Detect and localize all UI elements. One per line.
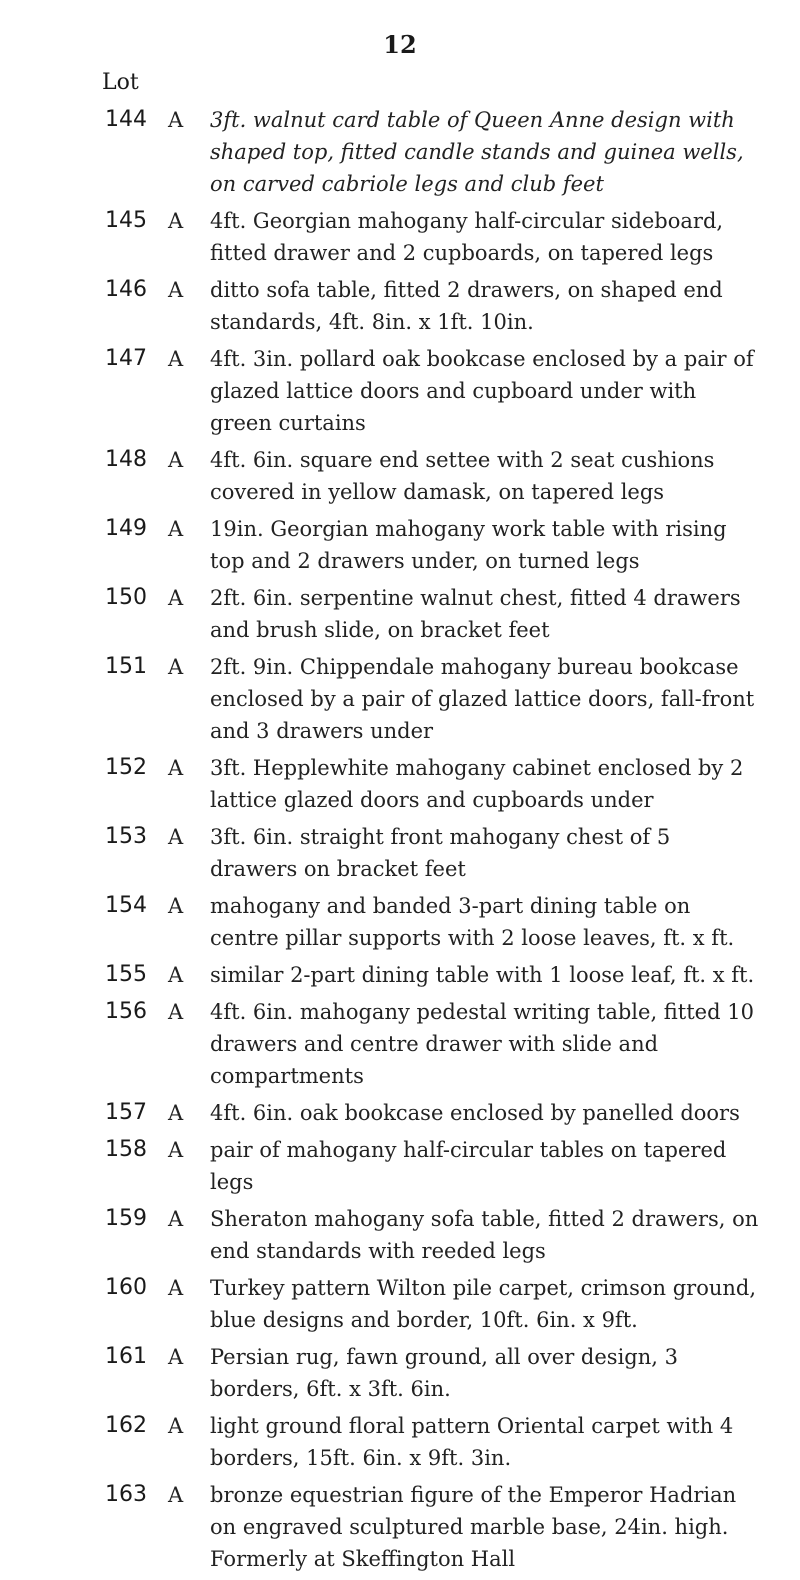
lot-number: 154 xyxy=(105,893,147,918)
lot-description: pair of mahogany half-circular tables on tapered legs xyxy=(210,1138,727,1194)
lot-entry xyxy=(0,821,800,885)
lot-number: 146 xyxy=(105,277,147,302)
lot-number: 152 xyxy=(105,755,147,780)
lot-prefix: A xyxy=(168,1101,184,1125)
lot-entry xyxy=(0,651,800,747)
lot-description: ditto sofa table, fitted 2 drawers, on shaped end standards, 4ft. 8in. x 1ft. 10in. xyxy=(210,278,723,334)
lot-prefix: A xyxy=(168,1414,184,1438)
lot-prefix: A xyxy=(168,655,184,679)
lot-number: 162 xyxy=(105,1413,147,1438)
lot-entry xyxy=(0,996,800,1092)
lot-column-heading: Lot xyxy=(102,70,139,95)
lot-description: 3ft. Hepplewhite mahogany cabinet enclosed by 2 lattice glazed doors and cupboards under xyxy=(210,756,744,812)
lot-number: 153 xyxy=(105,824,147,849)
lot-entry xyxy=(0,513,800,577)
lot-entry xyxy=(0,1341,800,1405)
lot-prefix: A xyxy=(168,894,184,918)
lot-entry xyxy=(0,1134,800,1198)
lot-entry xyxy=(0,1097,800,1129)
lot-description: 2ft. 6in. serpentine walnut chest, fitted 4 drawers and brush slide, on bracket feet xyxy=(210,586,741,642)
lot-prefix: A xyxy=(168,1207,184,1231)
lot-list xyxy=(0,104,800,1580)
lot-prefix: A xyxy=(168,1483,184,1507)
lot-description: 4ft. Georgian mahogany half-circular sideboard, fitted drawer and 2 cupboards, on tapered legs xyxy=(210,209,724,265)
lot-description: 19in. Georgian mahogany work table with rising top and 2 drawers under, on turned legs xyxy=(210,517,727,573)
lot-description: 3ft. walnut card table of Queen Anne design with shaped top, fitted candle stands and guinea wells, on carved cabriole legs and club feet xyxy=(210,108,744,196)
lot-entry xyxy=(0,444,800,508)
lot-number: 155 xyxy=(105,962,147,987)
lot-description: Sheraton mahogany sofa table, fitted 2 drawers, on end standards with reeded legs xyxy=(210,1207,759,1263)
lot-number: 151 xyxy=(105,654,147,679)
page-number: 12 xyxy=(383,30,417,59)
lot-description: 4ft. 6in. square end settee with 2 seat cushions covered in yellow damask, on tapered legs xyxy=(210,448,715,504)
lot-number: 159 xyxy=(105,1206,147,1231)
lot-description: 2ft. 9in. Chippendale mahogany bureau bookcase enclosed by a pair of glazed lattice doors, fall-front and 3 drawers under xyxy=(210,655,755,743)
lot-number: 144 xyxy=(105,107,147,132)
lot-entry xyxy=(0,959,800,991)
lot-entry xyxy=(0,1410,800,1474)
lot-number: 158 xyxy=(105,1137,147,1162)
lot-prefix: A xyxy=(168,278,184,302)
lot-number: 147 xyxy=(105,346,147,371)
lot-prefix: A xyxy=(168,108,184,132)
lot-entry xyxy=(0,343,800,439)
lot-entry xyxy=(0,1479,800,1575)
lot-number: 161 xyxy=(105,1344,147,1369)
lot-prefix: A xyxy=(168,825,184,849)
lot-description: 4ft. 6in. oak bookcase enclosed by panelled doors xyxy=(210,1101,740,1125)
lot-number: 148 xyxy=(105,447,147,472)
lot-prefix: A xyxy=(168,209,184,233)
lot-prefix: A xyxy=(168,1276,184,1300)
lot-prefix: A xyxy=(168,586,184,610)
lot-description: 4ft. 6in. mahogany pedestal writing table, fitted 10 drawers and centre drawer with slide and compartments xyxy=(210,1000,754,1088)
lot-entry xyxy=(0,582,800,646)
lot-number: 145 xyxy=(105,208,147,233)
lot-entry xyxy=(0,1272,800,1336)
lot-number: 150 xyxy=(105,585,147,610)
lot-prefix: A xyxy=(168,347,184,371)
lot-number: 156 xyxy=(105,999,147,1024)
lot-number: 160 xyxy=(105,1275,147,1300)
lot-description: mahogany and banded 3-part dining table on centre pillar supports with 2 loose leaves, ft. x ft. xyxy=(210,894,735,950)
lot-prefix: A xyxy=(168,517,184,541)
lot-prefix: A xyxy=(168,756,184,780)
lot-description: Turkey pattern Wilton pile carpet, crimson ground, blue designs and border, 10ft. 6in. x 9ft. xyxy=(210,1276,756,1332)
lot-prefix: A xyxy=(168,448,184,472)
lot-number: 163 xyxy=(105,1482,147,1507)
lot-prefix: A xyxy=(168,1138,184,1162)
lot-description: similar 2-part dining table with 1 loose leaf, ft. x ft. xyxy=(210,963,755,987)
lot-entry xyxy=(0,752,800,816)
lot-entry xyxy=(0,890,800,954)
lot-number: 157 xyxy=(105,1100,147,1125)
lot-entry xyxy=(0,205,800,269)
lot-description: light ground floral pattern Oriental carpet with 4 borders, 15ft. 6in. x 9ft. 3in. xyxy=(210,1414,734,1470)
lot-prefix: A xyxy=(168,1000,184,1024)
lot-number: 149 xyxy=(105,516,147,541)
lot-description: 3ft. 6in. straight front mahogany chest of 5 drawers on bracket feet xyxy=(210,825,671,881)
lot-description: bronze equestrian figure of the Emperor Hadrian on engraved sculptured marble base, 24in. high. Formerly at Skeffington Hall xyxy=(210,1483,737,1571)
lot-prefix: A xyxy=(168,963,184,987)
lot-entry xyxy=(0,274,800,338)
lot-prefix: A xyxy=(168,1345,184,1369)
lot-entry xyxy=(0,1203,800,1267)
lot-description: Persian rug, fawn ground, all over design, 3 borders, 6ft. x 3ft. 6in. xyxy=(210,1345,678,1401)
lot-entry xyxy=(0,104,800,200)
lot-description: 4ft. 3in. pollard oak bookcase enclosed by a pair of glazed lattice doors and cupboard under with green curtains xyxy=(210,347,754,435)
